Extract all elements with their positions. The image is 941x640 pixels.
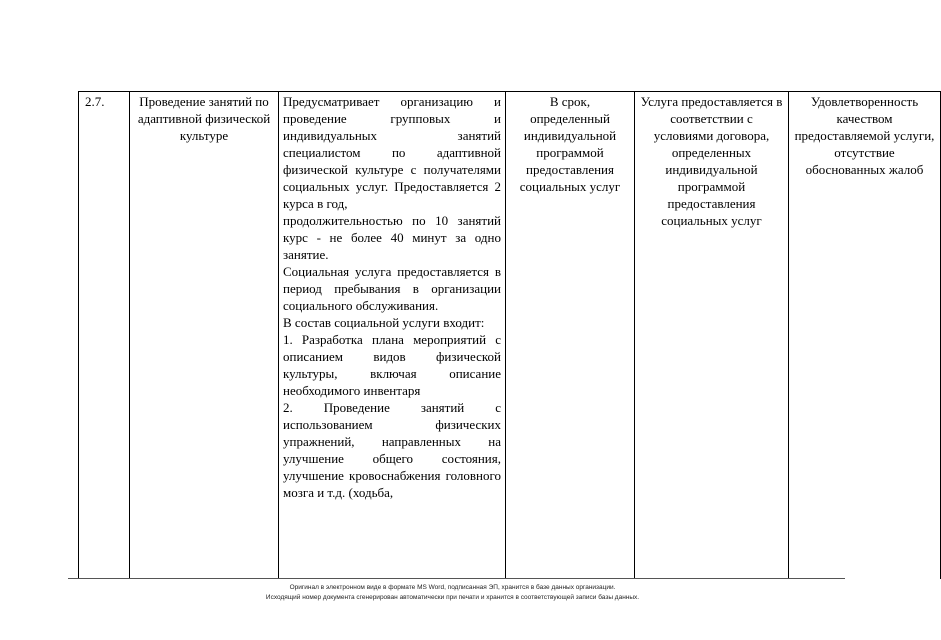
description-paragraph: продолжительностью по 10 занятий курс - не более 40 минут за одно занятие. [283, 213, 501, 262]
service-conditions: Услуга предоставляется в соответствии с условиями договора, определенных индивидуальной программой предоставления социальных услуг [635, 92, 789, 580]
service-term: В срок, определенный индивидуальной программой предоставления социальных услуг [506, 92, 635, 580]
document-footer [0, 583, 905, 603]
row-number: 2.7. [79, 92, 130, 580]
description-paragraph: 2. Проведение занятий с использованием физических упражнений, направленных на улучшение общего состояния, улучшение кровоснабжения головного мозга и т.д. (ходьба, [283, 400, 501, 500]
footer-divider [68, 578, 845, 579]
service-description-cell [279, 92, 506, 580]
quality-indicator: Удовлетворенность качеством предоставляемой услуги, отсутствие обоснованных жалоб [789, 92, 941, 580]
footer-line-number: Исходящий номер документа сгенерирован автоматически при печати и хранится в соответствующей записи базы данных. [265, 594, 640, 601]
description-paragraph: Предусматривает организацию и проведение групповых и индивидуальных занятий специалистом по адаптивной физической культуре с получателями социальных услуг. Предоставляется 2 курса в год, [283, 94, 501, 211]
description-paragraph: 1. Разработка плана мероприятий с описанием видов физической культуры, включая описание необходимого инвентаря [283, 332, 501, 398]
table-row [79, 92, 941, 580]
description-paragraph: Социальная услуга предоставляется в период пребывания в организации социального обслуживания. [283, 264, 501, 313]
service-name: Проведение занятий по адаптивной физической культуре [130, 92, 279, 580]
service-description [283, 93, 501, 579]
footer-line-original: Оригинал в электронном виде в формате MS Word, подписанная ЭП, хранится в базе данных организации. [289, 584, 616, 591]
description-paragraph: В состав социальной услуги входит: [283, 315, 485, 330]
services-table [78, 91, 941, 579]
